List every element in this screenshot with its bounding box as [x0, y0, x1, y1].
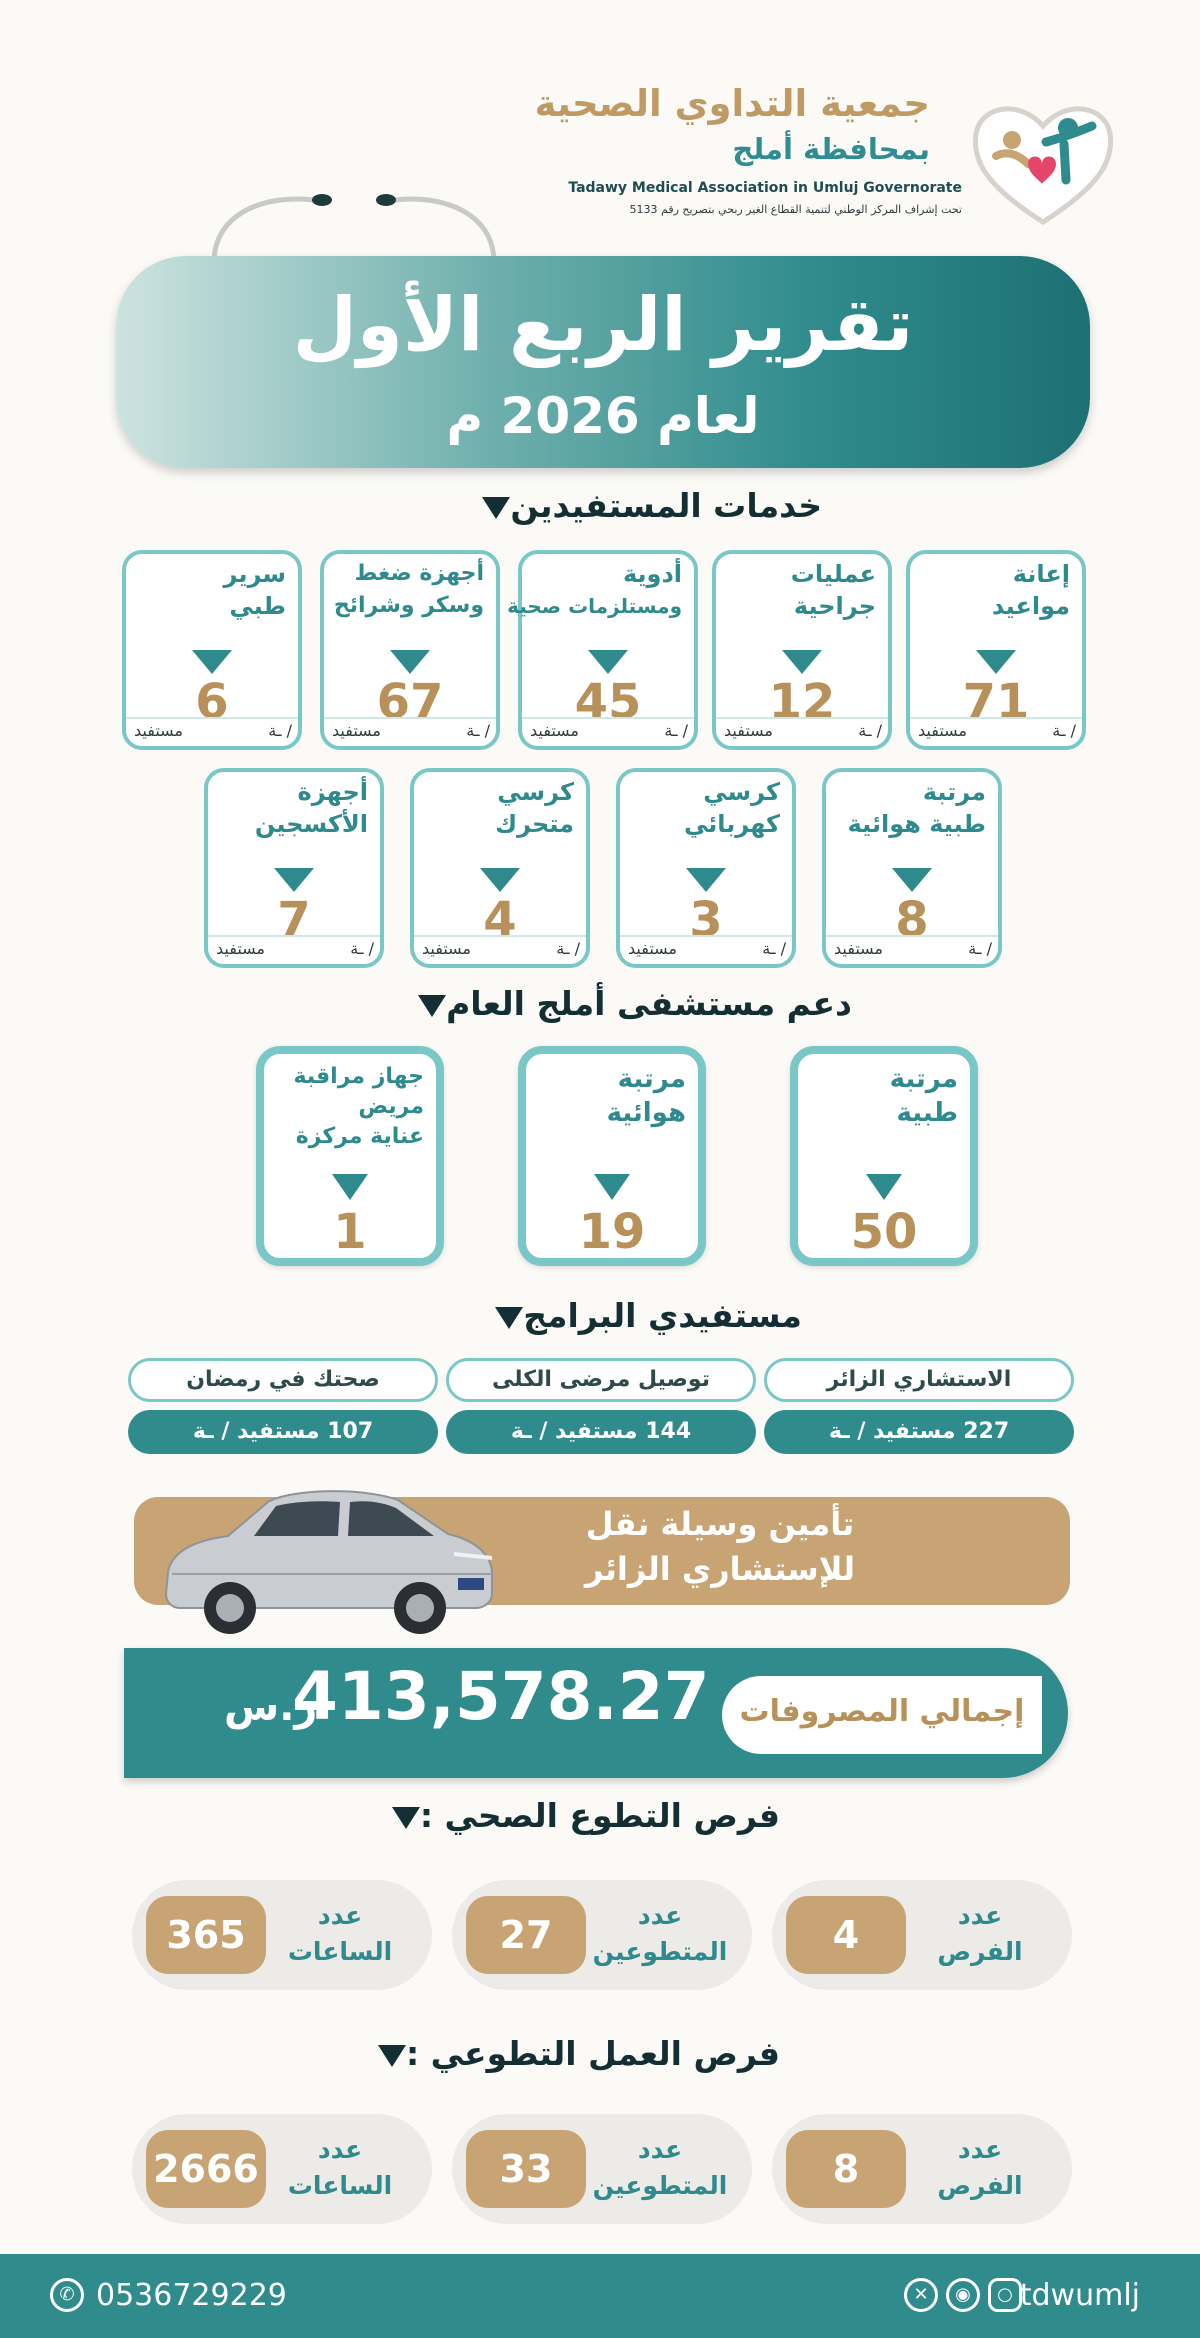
- org-name-arabic: جمعية التداوي الصحية: [534, 82, 930, 125]
- unit-label: مستفيد: [530, 721, 579, 740]
- stat-value: 365: [146, 1896, 266, 1974]
- x-icon[interactable]: ✕: [904, 2278, 938, 2312]
- stat-label: عدد: [317, 2135, 363, 2164]
- stat-label: عدد: [637, 1901, 683, 1930]
- stat-label: عدد: [317, 1901, 363, 1930]
- stat-card: [452, 1880, 752, 1990]
- card-label: الأكسجين: [254, 810, 368, 838]
- card-value: 45: [574, 674, 642, 730]
- card-label: أدوية: [622, 560, 682, 588]
- car-illustration: [158, 1462, 498, 1642]
- service-card: [122, 550, 302, 750]
- service-card: [712, 550, 892, 750]
- arrow-down-icon: [390, 650, 430, 674]
- triangle-down-icon: [392, 1807, 420, 1829]
- arrow-down-icon: [976, 650, 1016, 674]
- unit-label: مستفيد: [134, 721, 183, 740]
- card-label: جهاز مراقبة: [293, 1064, 424, 1089]
- stat-card: [772, 1880, 1072, 1990]
- service-card: [822, 768, 1002, 968]
- section-health-volunteer: [378, 1796, 780, 1835]
- service-card: [320, 550, 500, 750]
- card-label: إعانة: [1012, 560, 1070, 588]
- total-expenses-value: 413,578.27: [292, 1658, 710, 1735]
- footer-handle[interactable]: tdwumlj: [1019, 2278, 1140, 2313]
- arrow-down-icon: [782, 650, 822, 674]
- stat-label: الفرص: [937, 2171, 1023, 2200]
- org-license-note: تحت إشراف المركز الوطني لتنمية القطاع الغير ربحي بتصريح رقم 5133: [629, 203, 962, 216]
- section-title: مستفيدي البرامج: [523, 1296, 802, 1335]
- triangle-down-icon: [482, 497, 510, 519]
- transport-line-1: تأمين وسيلة نقل: [585, 1505, 855, 1543]
- card-label: مواعيد: [991, 592, 1070, 620]
- program-count: 107 مستفيد / ـة: [128, 1410, 438, 1454]
- card-value: 3: [689, 892, 723, 948]
- card-value: 19: [578, 1204, 646, 1260]
- program-count: 144 مستفيد / ـة: [446, 1410, 756, 1454]
- stat-card: [772, 2114, 1072, 2224]
- section-programs: [485, 1296, 802, 1335]
- card-label: مريض: [358, 1094, 424, 1119]
- unit-suffix: / ـة: [466, 721, 490, 740]
- stat-card: [132, 1880, 432, 1990]
- arrow-down-icon: [866, 1174, 902, 1200]
- card-label: مرتبة: [889, 1064, 958, 1094]
- section-title: فرص التطوع الصحي :: [419, 1796, 780, 1835]
- section-volunteer-work: [364, 2034, 780, 2073]
- unit-suffix: / ـة: [858, 721, 882, 740]
- arrow-down-icon: [274, 868, 314, 892]
- card-label: مرتبة: [617, 1064, 686, 1094]
- card-label: طبية هوائية: [847, 810, 986, 838]
- hospital-card: [790, 1046, 978, 1266]
- unit-suffix: / ـة: [968, 939, 992, 958]
- stat-value: 8: [786, 2130, 906, 2208]
- card-value: 4: [483, 892, 517, 948]
- stat-label: الساعات: [287, 1937, 393, 1966]
- unit-label: مستفيد: [724, 721, 773, 740]
- stat-value: 27: [466, 1896, 586, 1974]
- card-value: 50: [850, 1204, 918, 1260]
- section-hospital-support: [408, 984, 852, 1023]
- card-label: طبي: [229, 592, 286, 620]
- service-card: [906, 550, 1086, 750]
- unit-label: مستفيد: [918, 721, 967, 740]
- card-value: 6: [195, 674, 229, 730]
- program-name: توصيل مرضى الكلى: [446, 1358, 756, 1402]
- program-name: الاستشاري الزائر: [764, 1358, 1074, 1402]
- card-label: سرير: [223, 560, 286, 588]
- hospital-card: [256, 1046, 444, 1266]
- unit-suffix: / ـة: [350, 939, 374, 958]
- transport-line-2: للإستشاري الزائر: [584, 1550, 856, 1588]
- stat-value: 33: [466, 2130, 586, 2208]
- stethoscope-illustration: [204, 184, 504, 264]
- card-label: كهربائي: [683, 810, 780, 838]
- card-label: متحرك: [495, 810, 574, 838]
- card-value: 7: [277, 892, 311, 948]
- stat-label: عدد: [957, 2135, 1003, 2164]
- card-label: ومستلزمات صحية: [507, 594, 682, 618]
- card-label: أجهزة ضغط: [354, 561, 484, 586]
- footer-phone[interactable]: 0536729229: [96, 2278, 287, 2313]
- unit-suffix: / ـة: [664, 721, 688, 740]
- card-value: 67: [376, 674, 444, 730]
- program-count: 227 مستفيد / ـة: [764, 1410, 1074, 1454]
- arrow-down-icon: [594, 1174, 630, 1200]
- card-label: وسكر وشرائح: [333, 593, 484, 618]
- org-name-english: Tadawy Medical Association in Umluj Governorate: [568, 180, 962, 196]
- section-title: دعم مستشفى أملج العام: [446, 984, 852, 1023]
- program-name: صحتك في رمضان: [128, 1358, 438, 1402]
- arrow-down-icon: [588, 650, 628, 674]
- unit-suffix: / ـة: [1052, 721, 1076, 740]
- card-value: 8: [895, 892, 929, 948]
- stat-label: الفرص: [937, 1937, 1023, 1966]
- card-value: 71: [962, 674, 1030, 730]
- triangle-down-icon: [378, 2045, 406, 2067]
- unit-label: مستفيد: [216, 939, 265, 958]
- section-title: فرص العمل التطوعي :: [405, 2034, 780, 2073]
- stat-label: المتطوعين: [592, 2171, 728, 2200]
- report-year: لعام 2026 م: [446, 387, 760, 445]
- report-title: تقرير الربع الأول: [292, 282, 914, 368]
- card-label: أجهزة: [297, 778, 368, 806]
- arrow-down-icon: [686, 868, 726, 892]
- association-logo: [968, 92, 1118, 232]
- unit-suffix: / ـة: [762, 939, 786, 958]
- hospital-card: [518, 1046, 706, 1266]
- card-label: جراحية: [793, 592, 876, 620]
- triangle-down-icon: [418, 995, 446, 1017]
- unit-label: مستفيد: [332, 721, 381, 740]
- stat-label: عدد: [957, 1901, 1003, 1930]
- card-label: هوائية: [606, 1098, 686, 1128]
- card-label: كرسي: [703, 778, 780, 806]
- unit-label: مستفيد: [834, 939, 883, 958]
- section-title: خدمات المستفيدين: [510, 486, 822, 525]
- card-value: 12: [768, 674, 836, 730]
- card-value: 1: [333, 1204, 367, 1260]
- triangle-down-icon: [495, 1307, 523, 1329]
- stat-value: 4: [786, 1896, 906, 1974]
- arrow-down-icon: [480, 868, 520, 892]
- service-card: [204, 768, 384, 968]
- service-card: [616, 768, 796, 968]
- stat-card: [132, 2114, 432, 2224]
- card-label: طبية: [896, 1098, 958, 1128]
- instagram-icon[interactable]: ○: [988, 2278, 1022, 2312]
- card-label: عمليات: [790, 560, 876, 588]
- service-card: [507, 550, 698, 750]
- total-expenses-label: إجمالي المصروفات: [739, 1694, 1025, 1729]
- unit-suffix: / ـة: [556, 939, 580, 958]
- stat-label: المتطوعين: [592, 1937, 728, 1966]
- arrow-down-icon: [192, 650, 232, 674]
- stat-label: عدد: [637, 2135, 683, 2164]
- section-beneficiary-services: [472, 486, 822, 525]
- card-label: مرتبة: [922, 778, 986, 806]
- stat-label: الساعات: [287, 2171, 393, 2200]
- snapchat-icon[interactable]: ◉: [946, 2278, 980, 2312]
- org-place-arabic: بمحافظة أملج: [732, 132, 930, 166]
- unit-suffix: / ـة: [268, 721, 292, 740]
- unit-label: مستفيد: [628, 939, 677, 958]
- card-label: عناية مركزة: [295, 1124, 424, 1149]
- service-card: [410, 768, 590, 968]
- stat-value: 2666: [146, 2130, 266, 2208]
- unit-label: مستفيد: [422, 939, 471, 958]
- stat-card: [452, 2114, 752, 2224]
- arrow-down-icon: [332, 1174, 368, 1200]
- riyal-currency-icon: ر.س: [224, 1684, 318, 1730]
- card-label: كرسي: [497, 778, 574, 806]
- whatsapp-icon[interactable]: ✆: [50, 2278, 84, 2312]
- arrow-down-icon: [892, 868, 932, 892]
